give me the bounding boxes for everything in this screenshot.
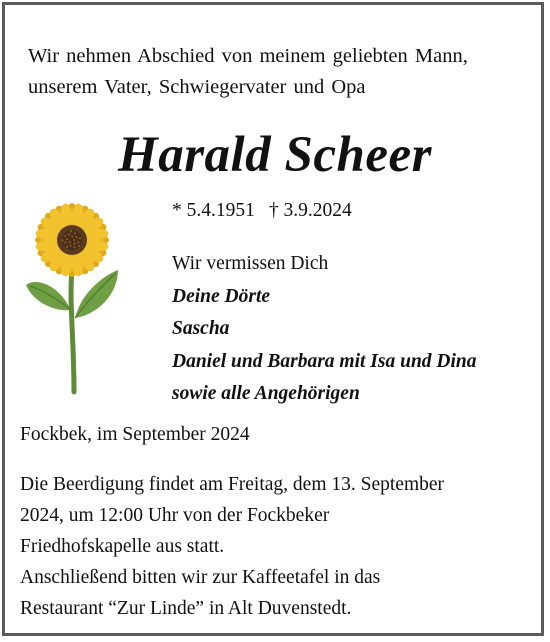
intro-text [28,41,468,103]
flower-seed [77,241,79,243]
flower-seed [69,245,71,247]
intro-line-1: Wir nehmen Abschied von meinem geliebten Mann, [28,45,468,67]
flower-seed [66,238,68,240]
place-date: Fockbek, im September 2024 [20,424,250,445]
mourner-name: sowie alle Angehörigen [172,383,360,404]
flower-seed [66,246,68,248]
flower-leaf-left [26,282,71,310]
funeral-line: 2024, um 12:00 Uhr von der Fockbeker [20,505,330,526]
flower-seed [68,233,70,235]
flower-seed [62,239,64,241]
flower-seed [74,232,76,234]
death-date: † 3.9.2024 [268,200,352,221]
mourners-block [172,248,477,411]
mourner-name: Sascha [172,318,230,339]
mourner-name: Deine Dörte [172,285,271,307]
flower-stem [71,270,74,392]
birth-date: * 5.4.1951 [172,200,255,221]
funeral-line: Die Beerdigung findet am Freitag, dem 13. September [20,474,445,495]
flower-seed [73,246,75,248]
flower-seed [64,235,66,237]
flower-seed [79,237,81,239]
intro-line-2: unserem Vater, Schwiegervater und Opa [28,76,366,98]
deceased-name: Harald Scheer [118,127,432,183]
funeral-line: Friedhofskapelle aus statt. [20,536,225,557]
sunflower-icon [22,200,122,398]
flower-seed [78,245,80,247]
flower-seed [74,242,76,244]
funeral-info [20,469,444,624]
funeral-line: Restaurant “Zur Linde” in Alt Duvenstedt. [20,598,352,619]
flower-seed [64,242,66,244]
mourners-opening: Wir vermissen Dich [172,253,329,274]
flower-seed [75,236,77,238]
flower-seed [70,230,72,232]
flower-seed [73,239,75,241]
life-dates [172,198,352,224]
mourner-name: Daniel und Barbara mit Isa und Dina [172,350,477,372]
flower-seed [69,241,71,243]
flower-seed [71,235,73,237]
funeral-line: Anschließend bitten wir zur Kaffeetafel in das [20,567,381,588]
